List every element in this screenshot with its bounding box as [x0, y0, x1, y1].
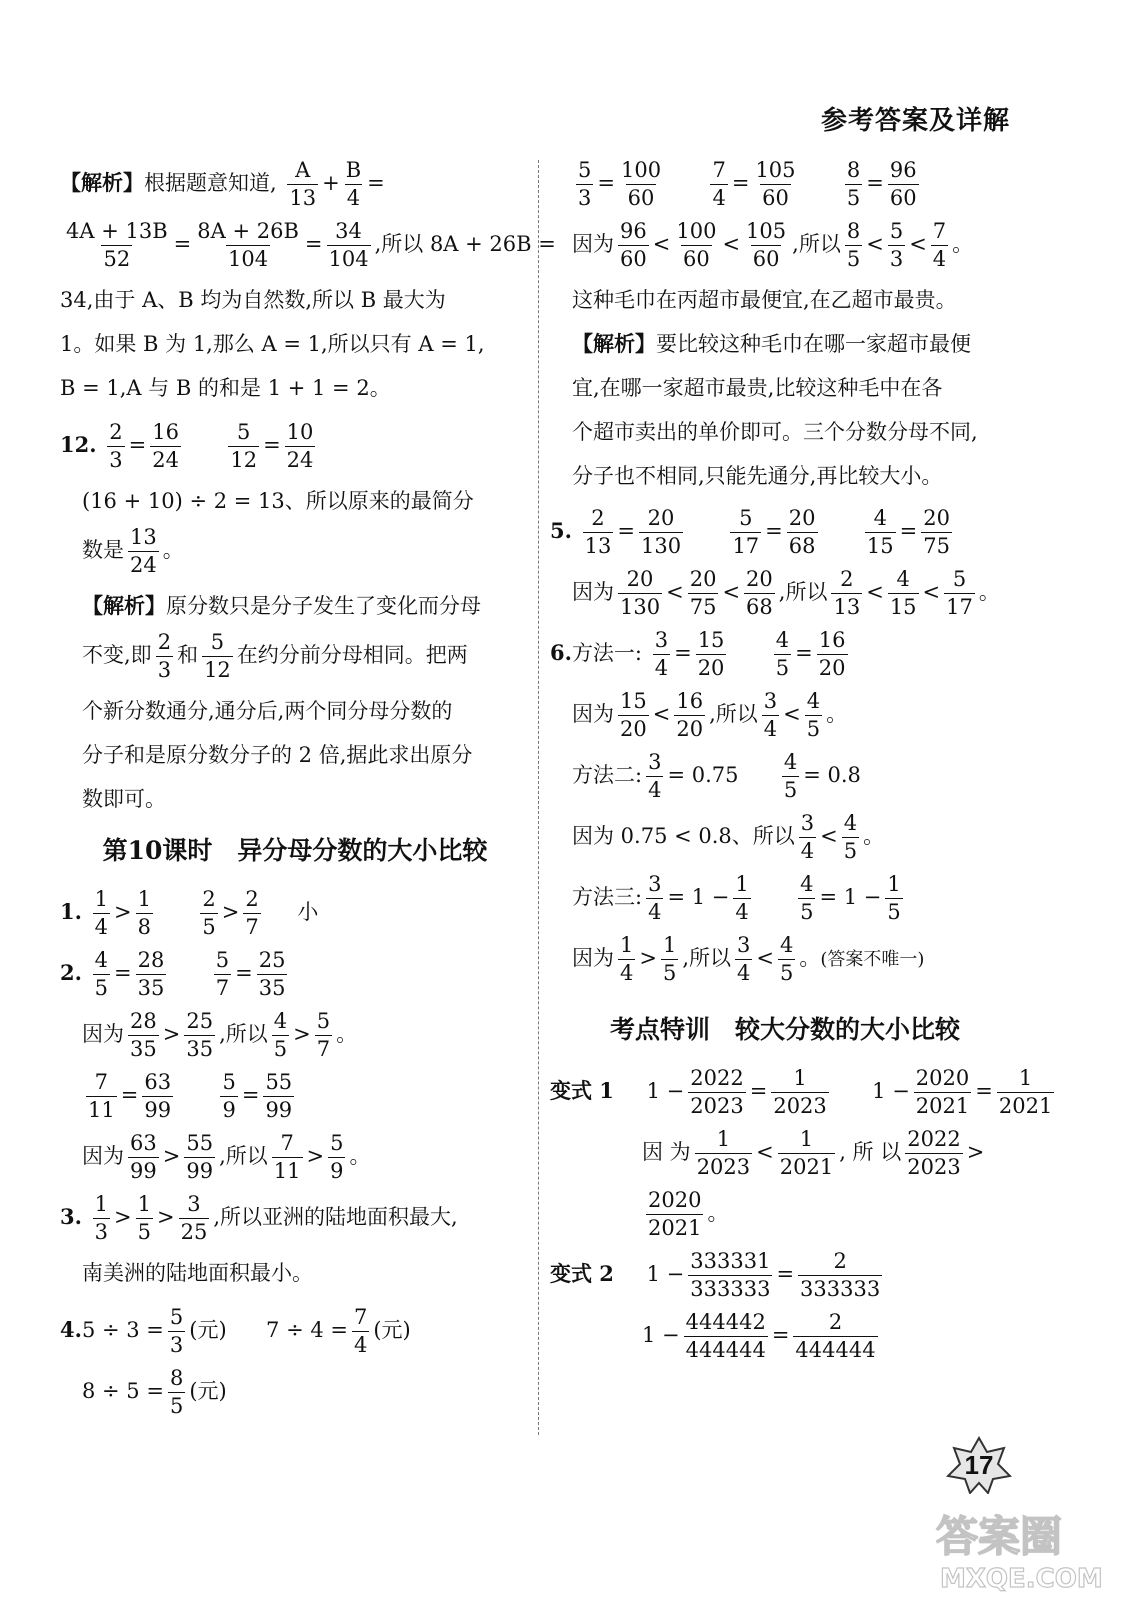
variant-2-line-2: 1 − $\frac{444442}{444444}$ = $\frac{2}{444444}$: [642, 1310, 876, 1362]
question-4: 4.5 ÷ 3 = $\frac{5}{3}$ (元) 7 ÷ 4 = $\frac{7}{4}$ (元): [60, 1305, 411, 1357]
variant-1-line-1: 变式 1 1 − $\frac{2022}{2023}$ = $\frac{1}{2023}$ 1 − $\frac{2020}{2021}$ = $\frac{1}{2021}$: [550, 1066, 1053, 1118]
q4-analysis-1: 【解析】要比较这种毛巾在哪一家超市最便: [572, 331, 971, 356]
analysis-line-4: 1。如果 B 为 1,那么 A = 1,所以只有 A = 1,: [60, 332, 485, 356]
svg-text:答案圈: 答案圈: [936, 1512, 1063, 1561]
q4-analysis-4: 分子也不相同,只能先通分,再比较大小。: [572, 464, 943, 488]
section-title-lesson-10: 第10课时 异分母分数的大小比较: [102, 836, 488, 865]
analysis-line-5: B = 1,A 与 B 的和是 1 + 1 = 2。: [60, 376, 391, 400]
question-5: 5. $\frac{2}{13}$ = $\frac{20}{130}$ $\frac{5}{17}$ = $\frac{20}{68}$ $\frac{4}{15}$ = $\frac{20}{75}$: [550, 506, 950, 558]
question-3: 3. $\frac{1}{3}$ > $\frac{1}{5}$ > $\frac{3}{25}$ ,所以亚洲的陆地面积最大,: [60, 1192, 458, 1244]
question-6-method-1: 6.方法一: $\frac{3}{4}$ = $\frac{15}{20}$ $\frac{4}{5}$ = $\frac{16}{20}$: [550, 628, 846, 680]
q6-method-3: 方法三: $\frac{3}{4}$ = 1 − $\frac{1}{4}$ $\frac{4}{5}$ = 1 − $\frac{1}{5}$: [572, 872, 901, 924]
page-header-title: 参考答案及详解: [820, 106, 1010, 136]
q4-equations-cont: $\frac{5}{3}$ = $\frac{100}{60}$ $\frac{7}{4}$ = $\frac{105}{60}$ $\frac{8}{5}$ = $\frac{96}{60}$: [578, 158, 917, 210]
question-12: 12. $\frac{2}{3}$ = $\frac{16}{24}$ $\frac{5}{12}$ = $\frac{10}{24}$: [60, 420, 314, 472]
q6-reason-1: 因为 $\frac{15}{20}$ < $\frac{16}{20}$ ,所以 $\frac{3}{4}$ < $\frac{4}{5}$ 。: [572, 689, 848, 741]
q12-analysis-2: 不变,即 $\frac{2}{3}$ 和 $\frac{5}{12}$ 在约分前分母相同。把两: [82, 630, 468, 682]
q4-analysis-2: 宜,在哪一家超市最贵,比较这种毛中在各: [572, 376, 943, 400]
left-column: [60, 158, 556, 1429]
analysis-line-2: $\frac{4A + 13B}{52}$ = $\frac{8A + 26B}{104}$ = $\frac{34}{104}$ ,所以 8A + 26B =: [66, 219, 556, 271]
watermark-logo: [926, 1495, 1106, 1595]
q12-result: 数是 $\frac{13}{24}$ 。: [82, 525, 184, 577]
q12-calc: (16 + 10) ÷ 2 = 13、所以原来的最简分: [82, 489, 474, 513]
watermark-icon: [926, 1495, 1106, 1595]
q4-analysis-3: 个超市卖出的单价即可。三个分数分母不同,: [572, 420, 978, 444]
variant-2-line-1: 变式 2 1 − $\frac{333331}{333333}$ = $\frac{2}{333333}$: [550, 1249, 881, 1301]
q6-method-2: 方法二: $\frac{3}{4}$ = 0.75 $\frac{4}{5}$ = 0.8: [572, 750, 861, 802]
q12-analysis-3: 个新分数通分,通分后,两个同分母分数的: [82, 699, 453, 723]
q4-conclusion: 这种毛巾在丙超市最便宜,在乙超市最贵。: [572, 288, 957, 312]
q12-analysis-4: 分子和是原分数分子的 2 倍,据此求出原分: [82, 743, 473, 767]
page-number-badge: [946, 1436, 1012, 1494]
q4-line-2: 8 ÷ 5 = $\frac{8}{5}$ (元): [82, 1366, 227, 1418]
column-divider: [538, 160, 539, 1435]
q2-equation-2: $\frac{7}{11}$ = $\frac{63}{99}$ $\frac{5}{9}$ = $\frac{55}{99}$: [88, 1070, 293, 1122]
q3-text-2: 南美洲的陆地面积最小。: [82, 1261, 313, 1285]
q4-reason: 因为 $\frac{96}{60}$ < $\frac{100}{60}$ < $\frac{105}{60}$ ,所以 $\frac{8}{5}$ < $\frac{5}{3}$ < $\frac{7}{4}$ 。: [572, 219, 974, 271]
analysis-line-1: 【解析】根据题意知道, $\frac{A}{13}$ + $\frac{B}{4}$ =: [60, 158, 385, 210]
variant-1-reason: 因 为 $\frac{1}{2023}$ < $\frac{1}{2021}$ , 所 以 $\frac{2022}{2023}$ >: [642, 1127, 985, 1179]
q6-reason-2: 因为 0.75 < 0.8、所以 $\frac{3}{4}$ < $\frac{4}{5}$ 。: [572, 811, 885, 863]
q6-reason-3: 因为 $\frac{1}{4}$ > $\frac{1}{5}$ ,所以 $\frac{3}{4}$ < $\frac{4}{5}$ 。(答案不唯一): [572, 933, 925, 985]
variant-1-result: $\frac{2020}{2021}$ 。: [648, 1188, 729, 1240]
right-column: [550, 158, 1053, 1373]
q2-reason-1: 因为 $\frac{28}{35}$ > $\frac{25}{35}$ ,所以 $\frac{4}{5}$ > $\frac{5}{7}$ 。: [82, 1009, 358, 1061]
section-title-special-training: 考点特训 较大分数的大小比较: [609, 1015, 960, 1044]
svg-text:MXQE.COM: MXQE.COM: [940, 1564, 1103, 1594]
q12-analysis-1: 【解析】原分数只是分子发生了变化而分母: [82, 593, 481, 618]
q12-analysis-5: 数即可。: [82, 787, 166, 811]
question-2: 2. $\frac{4}{5}$ = $\frac{28}{35}$ $\frac{5}{7}$ = $\frac{25}{35}$: [60, 948, 286, 1000]
q5-reason: 因为 $\frac{20}{130}$ < $\frac{20}{75}$ < $\frac{20}{68}$ ,所以 $\frac{2}{13}$ < $\frac{4}{15}$ < $\frac{5}{17}$ 。: [572, 567, 1000, 619]
page-number: 17: [964, 1449, 994, 1480]
analysis-line-3: 34,由于 A、B 均为自然数,所以 B 最大为: [60, 288, 446, 312]
question-1: 1. $\frac{1}{4}$ > $\frac{1}{8}$ $\frac{2}{5}$ > $\frac{2}{7}$ 小: [60, 887, 319, 939]
q2-reason-2: 因为 $\frac{63}{99}$ > $\frac{55}{99}$ ,所以 $\frac{7}{11}$ > $\frac{5}{9}$ 。: [82, 1131, 371, 1183]
